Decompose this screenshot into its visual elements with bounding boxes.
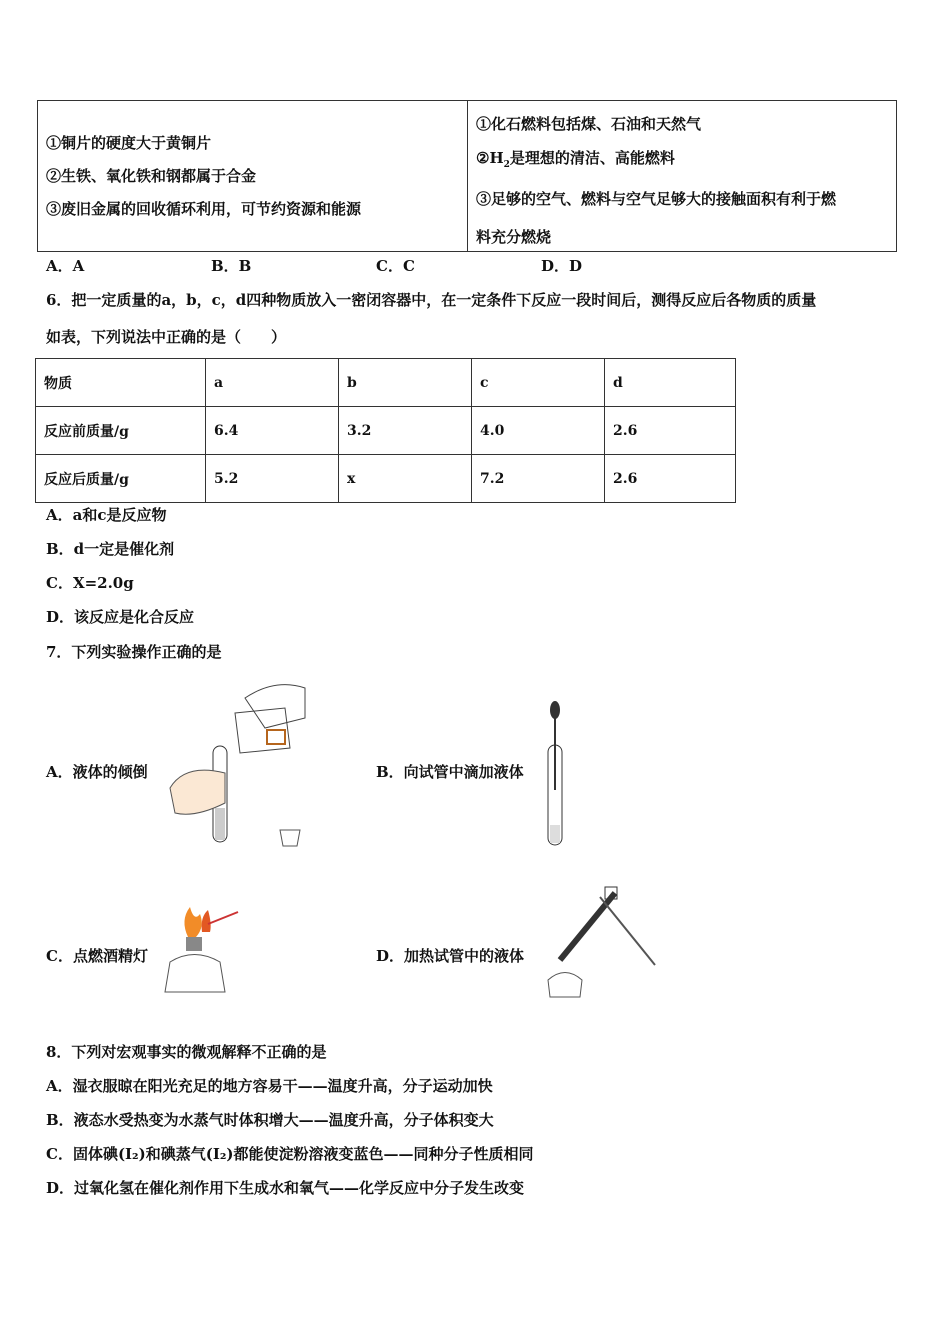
option-b[interactable]: B．d一定是催化剂 <box>46 540 175 558</box>
option-a[interactable]: A．A <box>46 257 85 275</box>
q8-stem: 8．下列对宏观事实的微观解释不正确的是 <box>46 1043 327 1061</box>
header-cell: c <box>472 359 605 407</box>
cell: 2.6 <box>605 407 736 455</box>
cell: 3.2 <box>339 407 472 455</box>
cell: x <box>339 455 472 503</box>
heating-test-tube-illustration <box>540 885 660 1003</box>
header-cell: d <box>605 359 736 407</box>
header-cell: 物质 <box>36 359 206 407</box>
option-b[interactable]: B．B <box>211 257 252 275</box>
option-c[interactable]: C．固体碘(I₂)和碘蒸气(I₂)都能使淀粉溶液变蓝色——同种分子性质相同 <box>46 1145 534 1163</box>
q5-left-cell <box>38 101 468 252</box>
pouring-liquid-illustration <box>165 678 310 850</box>
option-d[interactable]: D．D <box>541 257 583 275</box>
q6-stem: 如表，下列说法中正确的是（ ） <box>46 328 287 346</box>
option-a[interactable]: A．液体的倾倒 <box>46 763 148 781</box>
statement: ①铜片的硬度大于黄铜片 <box>46 134 212 152</box>
option-b[interactable]: B．向试管中滴加液体 <box>376 763 524 781</box>
statement: ③废旧金属的回收循环利用，可节约资源和能源 <box>46 200 362 218</box>
cell: 5.2 <box>206 455 339 503</box>
cell: 反应前质量/g <box>36 407 206 455</box>
dropper-illustration <box>540 700 570 850</box>
cell: 6.4 <box>206 407 339 455</box>
option-a[interactable]: A．a和c是反应物 <box>46 506 167 524</box>
option-a[interactable]: A．湿衣服晾在阳光充足的地方容易干——温度升高，分子运动加快 <box>46 1077 493 1095</box>
statement: ①化石燃料包括煤、石油和天然气 <box>476 114 702 133</box>
cell: 7.2 <box>472 455 605 503</box>
table-row <box>36 407 736 455</box>
option-c[interactable]: C．X=2.0g <box>46 574 134 592</box>
q5-statement-table <box>37 100 897 252</box>
statement: $②H_2$是理想的清洁、高能燃料 <box>476 148 675 170</box>
option-d[interactable]: D．过氧化氢在催化剂作用下生成水和氧气——化学反应中分子发生改变 <box>46 1179 525 1197</box>
q5-right-cell <box>468 101 897 252</box>
cell: 反应后质量/g <box>36 455 206 503</box>
statement: 料充分燃烧 <box>476 227 552 246</box>
statement: ②生铁、氧化铁和钢都属于合金 <box>46 167 257 185</box>
option-c[interactable]: C．C <box>376 257 415 275</box>
lighting-alcohol-lamp-illustration <box>160 902 240 1002</box>
table-header-row <box>36 359 736 407</box>
cell: 4.0 <box>472 407 605 455</box>
q6-stem: 6．把一定质量的a，b，c，d四种物质放入一密闭容器中，在一定条件下反应一段时间后，测得反应后各物质的质量 <box>46 291 817 309</box>
table-row <box>36 455 736 503</box>
option-d[interactable]: D．加热试管中的液体 <box>376 947 525 965</box>
statement: ③足够的空气、燃料与空气足够大的接触面积有利于燃 <box>476 189 837 208</box>
q6-mass-table <box>35 358 736 503</box>
option-b[interactable]: B．液态水受热变为水蒸气时体积增大——温度升高，分子体积变大 <box>46 1111 494 1129</box>
header-cell: b <box>339 359 472 407</box>
option-c[interactable]: C．点燃酒精灯 <box>46 947 148 965</box>
cell: 2.6 <box>605 455 736 503</box>
header-cell: a <box>206 359 339 407</box>
option-d[interactable]: D．该反应是化合反应 <box>46 608 195 626</box>
q7-stem: 7．下列实验操作正确的是 <box>46 643 222 661</box>
